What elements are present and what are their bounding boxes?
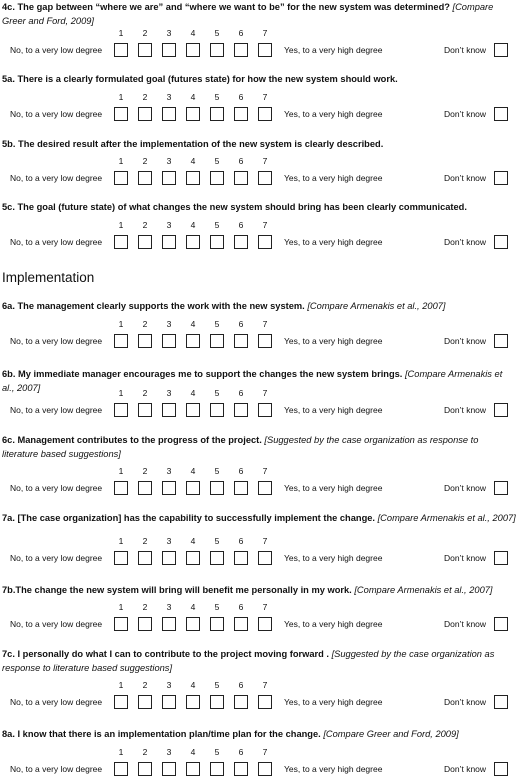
scale-number-5: 5 bbox=[214, 388, 220, 398]
dont-know-label: Don’t know bbox=[444, 483, 487, 493]
dont-know-label: Don’t know bbox=[444, 697, 487, 707]
rating-checkbox-1[interactable] bbox=[114, 551, 128, 565]
rating-checkbox-6[interactable] bbox=[234, 762, 248, 776]
rating-checkbox-2[interactable] bbox=[138, 617, 152, 631]
scale-number-1: 1 bbox=[118, 388, 124, 398]
rating-checkbox-7[interactable] bbox=[258, 481, 272, 495]
rating-checkbox-7[interactable] bbox=[258, 334, 272, 348]
question-statement: 6a. The management clearly supports the work with the new system. bbox=[2, 301, 305, 311]
rating-checkbox-4[interactable] bbox=[186, 481, 200, 495]
question-5c bbox=[0, 200, 520, 254]
question-reference: [Compare Armenakis et al., 2007] bbox=[375, 513, 516, 523]
dont-know-checkbox[interactable] bbox=[494, 334, 508, 348]
rating-checkbox-7[interactable] bbox=[258, 762, 272, 776]
rating-checkbox-1[interactable] bbox=[114, 235, 128, 249]
dont-know-label: Don’t know bbox=[444, 45, 487, 55]
scale-number-1: 1 bbox=[118, 747, 124, 757]
scale-high-label: Yes, to a very high degree bbox=[284, 483, 383, 493]
rating-checkbox-5[interactable] bbox=[210, 107, 224, 121]
rating-checkbox-2[interactable] bbox=[138, 403, 152, 417]
scale-number-6: 6 bbox=[238, 747, 244, 757]
scale-number-5: 5 bbox=[214, 680, 220, 690]
rating-checkbox-6[interactable] bbox=[234, 235, 248, 249]
scale-number-4: 4 bbox=[190, 602, 196, 612]
question-text bbox=[2, 433, 516, 461]
rating-checkbox-5[interactable] bbox=[210, 762, 224, 776]
scale-number-5: 5 bbox=[214, 220, 220, 230]
scale-low-label: No, to a very low degree bbox=[10, 697, 103, 707]
question-statement: 5c. The goal (future state) of what changes the new system should bring has been clearly communicated. bbox=[2, 202, 467, 212]
rating-checkbox-2[interactable] bbox=[138, 481, 152, 495]
rating-checkbox-6[interactable] bbox=[234, 551, 248, 565]
question-reference: [Suggested by the case organization as response to literature based suggestions] bbox=[2, 649, 495, 673]
rating-checkbox-1[interactable] bbox=[114, 107, 128, 121]
scale-number-6: 6 bbox=[238, 220, 244, 230]
scale-number-6: 6 bbox=[238, 319, 244, 329]
scale-number-3: 3 bbox=[166, 156, 172, 166]
question-reference: [Compare Armenakis et al., 2007] bbox=[304, 301, 446, 311]
rating-checkbox-4[interactable] bbox=[186, 695, 200, 709]
rating-checkbox-4[interactable] bbox=[186, 617, 200, 631]
scale-number-3: 3 bbox=[166, 28, 172, 38]
scale-high-label: Yes, to a very high degree bbox=[284, 764, 383, 774]
question-reference: [Compare Armenakis et al., 2007] bbox=[2, 369, 503, 393]
scale-number-2: 2 bbox=[142, 28, 148, 38]
rating-checkbox-6[interactable] bbox=[234, 481, 248, 495]
rating-checkbox-2[interactable] bbox=[138, 107, 152, 121]
scale-number-6: 6 bbox=[238, 156, 244, 166]
rating-checkbox-5[interactable] bbox=[210, 403, 224, 417]
rating-checkbox-6[interactable] bbox=[234, 107, 248, 121]
scale-number-2: 2 bbox=[142, 220, 148, 230]
rating-checkbox-3[interactable] bbox=[162, 403, 176, 417]
question-reference: [Compare Armenakis et al., 2007] bbox=[351, 585, 493, 595]
scale-number-2: 2 bbox=[142, 92, 148, 102]
scale-low-label: No, to a very low degree bbox=[10, 764, 103, 774]
rating-checkbox-5[interactable] bbox=[210, 171, 224, 185]
scale-number-3: 3 bbox=[166, 220, 172, 230]
rating-scale bbox=[0, 602, 520, 636]
dont-know-checkbox[interactable] bbox=[494, 235, 508, 249]
scale-number-4: 4 bbox=[190, 156, 196, 166]
scale-number-1: 1 bbox=[118, 156, 124, 166]
rating-checkbox-7[interactable] bbox=[258, 551, 272, 565]
dont-know-checkbox[interactable] bbox=[494, 107, 508, 121]
scale-high-label: Yes, to a very high degree bbox=[284, 237, 383, 247]
scale-number-3: 3 bbox=[166, 747, 172, 757]
rating-checkbox-2[interactable] bbox=[138, 235, 152, 249]
dont-know-checkbox[interactable] bbox=[494, 403, 508, 417]
scale-number-6: 6 bbox=[238, 92, 244, 102]
rating-checkbox-7[interactable] bbox=[258, 43, 272, 57]
scale-low-label: No, to a very low degree bbox=[10, 619, 103, 629]
scale-number-2: 2 bbox=[142, 156, 148, 166]
rating-checkbox-4[interactable] bbox=[186, 107, 200, 121]
scale-number-7: 7 bbox=[262, 536, 268, 546]
scale-number-5: 5 bbox=[214, 28, 220, 38]
rating-checkbox-3[interactable] bbox=[162, 171, 176, 185]
dont-know-label: Don’t know bbox=[444, 553, 487, 563]
scale-number-4: 4 bbox=[190, 680, 196, 690]
question-8a bbox=[0, 727, 520, 781]
rating-checkbox-6[interactable] bbox=[234, 403, 248, 417]
scale-number-4: 4 bbox=[190, 388, 196, 398]
dont-know-checkbox[interactable] bbox=[494, 762, 508, 776]
question-statement: 7c. I personally do what I can to contribute to the project moving forward . bbox=[2, 649, 329, 659]
question-7a bbox=[0, 511, 520, 570]
rating-scale bbox=[0, 28, 520, 62]
rating-checkbox-7[interactable] bbox=[258, 695, 272, 709]
rating-checkbox-6[interactable] bbox=[234, 43, 248, 57]
scale-number-7: 7 bbox=[262, 466, 268, 476]
rating-checkbox-4[interactable] bbox=[186, 171, 200, 185]
question-reference: [Compare Greer and Ford, 2009] bbox=[2, 2, 494, 26]
scale-number-1: 1 bbox=[118, 28, 124, 38]
rating-checkbox-7[interactable] bbox=[258, 235, 272, 249]
scale-number-1: 1 bbox=[118, 536, 124, 546]
dont-know-checkbox[interactable] bbox=[494, 481, 508, 495]
rating-checkbox-3[interactable] bbox=[162, 107, 176, 121]
scale-number-6: 6 bbox=[238, 28, 244, 38]
question-statement: 4c. The gap between “where we are” and “where we want to be” for the new system was determined? bbox=[2, 2, 450, 12]
dont-know-checkbox[interactable] bbox=[494, 617, 508, 631]
scale-high-label: Yes, to a very high degree bbox=[284, 45, 383, 55]
scale-low-label: No, to a very low degree bbox=[10, 45, 103, 55]
scale-number-1: 1 bbox=[118, 220, 124, 230]
scale-number-3: 3 bbox=[166, 602, 172, 612]
rating-scale bbox=[0, 747, 520, 781]
scale-high-label: Yes, to a very high degree bbox=[284, 405, 383, 415]
question-6b bbox=[0, 367, 520, 422]
question-statement: 6c. Management contributes to the progress of the project. bbox=[2, 435, 262, 445]
question-text bbox=[2, 511, 516, 525]
dont-know-checkbox[interactable] bbox=[494, 171, 508, 185]
rating-checkbox-3[interactable] bbox=[162, 551, 176, 565]
question-6c bbox=[0, 433, 520, 500]
rating-checkbox-6[interactable] bbox=[234, 171, 248, 185]
scale-low-label: No, to a very low degree bbox=[10, 405, 103, 415]
scale-number-3: 3 bbox=[166, 680, 172, 690]
scale-number-1: 1 bbox=[118, 319, 124, 329]
scale-number-3: 3 bbox=[166, 92, 172, 102]
rating-checkbox-5[interactable] bbox=[210, 235, 224, 249]
scale-number-2: 2 bbox=[142, 602, 148, 612]
scale-number-6: 6 bbox=[238, 680, 244, 690]
scale-number-5: 5 bbox=[214, 602, 220, 612]
dont-know-checkbox[interactable] bbox=[494, 551, 508, 565]
dont-know-label: Don’t know bbox=[444, 764, 487, 774]
scale-number-5: 5 bbox=[214, 92, 220, 102]
rating-checkbox-1[interactable] bbox=[114, 695, 128, 709]
rating-checkbox-1[interactable] bbox=[114, 762, 128, 776]
rating-checkbox-2[interactable] bbox=[138, 171, 152, 185]
rating-checkbox-7[interactable] bbox=[258, 107, 272, 121]
question-text bbox=[2, 72, 516, 86]
question-text bbox=[2, 137, 516, 151]
dont-know-label: Don’t know bbox=[444, 173, 487, 183]
scale-number-3: 3 bbox=[166, 319, 172, 329]
scale-number-5: 5 bbox=[214, 466, 220, 476]
rating-checkbox-3[interactable] bbox=[162, 235, 176, 249]
scale-number-2: 2 bbox=[142, 466, 148, 476]
dont-know-label: Don’t know bbox=[444, 405, 487, 415]
scale-number-2: 2 bbox=[142, 319, 148, 329]
scale-number-7: 7 bbox=[262, 680, 268, 690]
question-statement: 6b. My immediate manager encourages me to support the changes the new system brings. bbox=[2, 369, 403, 379]
question-statement: 5b. The desired result after the implementation of the new system is clearly described. bbox=[2, 139, 384, 149]
question-statement: 5a. There is a clearly formulated goal (futures state) for how the new system should work. bbox=[2, 74, 398, 84]
dont-know-label: Don’t know bbox=[444, 109, 487, 119]
scale-number-6: 6 bbox=[238, 466, 244, 476]
scale-number-4: 4 bbox=[190, 319, 196, 329]
dont-know-checkbox[interactable] bbox=[494, 43, 508, 57]
dont-know-label: Don’t know bbox=[444, 619, 487, 629]
scale-number-4: 4 bbox=[190, 536, 196, 546]
rating-checkbox-1[interactable] bbox=[114, 481, 128, 495]
rating-scale bbox=[0, 466, 520, 500]
dont-know-label: Don’t know bbox=[444, 237, 487, 247]
rating-checkbox-2[interactable] bbox=[138, 43, 152, 57]
rating-checkbox-1[interactable] bbox=[114, 403, 128, 417]
scale-number-2: 2 bbox=[142, 388, 148, 398]
rating-checkbox-1[interactable] bbox=[114, 334, 128, 348]
scale-number-4: 4 bbox=[190, 92, 196, 102]
rating-checkbox-4[interactable] bbox=[186, 43, 200, 57]
scale-number-3: 3 bbox=[166, 388, 172, 398]
rating-checkbox-4[interactable] bbox=[186, 403, 200, 417]
rating-scale bbox=[0, 536, 520, 570]
scale-number-1: 1 bbox=[118, 92, 124, 102]
rating-checkbox-5[interactable] bbox=[210, 334, 224, 348]
scale-number-2: 2 bbox=[142, 747, 148, 757]
rating-scale bbox=[0, 680, 520, 714]
scale-number-1: 1 bbox=[118, 602, 124, 612]
question-reference: [Compare Greer and Ford, 2009] bbox=[320, 729, 459, 739]
scale-number-3: 3 bbox=[166, 466, 172, 476]
scale-number-6: 6 bbox=[238, 602, 244, 612]
rating-checkbox-4[interactable] bbox=[186, 762, 200, 776]
scale-number-2: 2 bbox=[142, 680, 148, 690]
rating-scale bbox=[0, 220, 520, 254]
rating-checkbox-3[interactable] bbox=[162, 43, 176, 57]
question-7b bbox=[0, 583, 520, 636]
question-5b bbox=[0, 137, 520, 190]
rating-checkbox-1[interactable] bbox=[114, 617, 128, 631]
scale-low-label: No, to a very low degree bbox=[10, 173, 103, 183]
scale-number-4: 4 bbox=[190, 220, 196, 230]
scale-number-4: 4 bbox=[190, 747, 196, 757]
rating-checkbox-2[interactable] bbox=[138, 695, 152, 709]
question-5a bbox=[0, 72, 520, 126]
question-text bbox=[2, 727, 516, 741]
scale-high-label: Yes, to a very high degree bbox=[284, 173, 383, 183]
scale-number-5: 5 bbox=[214, 319, 220, 329]
scale-number-7: 7 bbox=[262, 220, 268, 230]
rating-checkbox-6[interactable] bbox=[234, 334, 248, 348]
scale-low-label: No, to a very low degree bbox=[10, 109, 103, 119]
scale-low-label: No, to a very low degree bbox=[10, 483, 103, 493]
rating-checkbox-4[interactable] bbox=[186, 334, 200, 348]
rating-checkbox-2[interactable] bbox=[138, 762, 152, 776]
scale-number-4: 4 bbox=[190, 28, 196, 38]
scale-number-7: 7 bbox=[262, 319, 268, 329]
rating-checkbox-5[interactable] bbox=[210, 481, 224, 495]
scale-number-5: 5 bbox=[214, 747, 220, 757]
section-heading-implementation: Implementation bbox=[2, 270, 95, 285]
dont-know-label: Don’t know bbox=[444, 336, 487, 346]
rating-checkbox-5[interactable] bbox=[210, 43, 224, 57]
question-reference: [Suggested by the case organization as response to literature based suggestions] bbox=[2, 435, 479, 459]
rating-checkbox-5[interactable] bbox=[210, 695, 224, 709]
question-text bbox=[2, 200, 516, 214]
rating-checkbox-3[interactable] bbox=[162, 334, 176, 348]
question-text bbox=[2, 647, 516, 675]
scale-low-label: No, to a very low degree bbox=[10, 553, 103, 563]
scale-number-6: 6 bbox=[238, 388, 244, 398]
rating-checkbox-5[interactable] bbox=[210, 617, 224, 631]
question-6a bbox=[0, 299, 520, 353]
question-statement: 8a. I know that there is an implementation plan/time plan for the change. bbox=[2, 729, 321, 739]
rating-scale bbox=[0, 92, 520, 126]
scale-high-label: Yes, to a very high degree bbox=[284, 697, 383, 707]
scale-high-label: Yes, to a very high degree bbox=[284, 553, 383, 563]
rating-checkbox-2[interactable] bbox=[138, 334, 152, 348]
rating-checkbox-3[interactable] bbox=[162, 762, 176, 776]
rating-checkbox-7[interactable] bbox=[258, 403, 272, 417]
rating-checkbox-1[interactable] bbox=[114, 43, 128, 57]
scale-number-5: 5 bbox=[214, 536, 220, 546]
question-7c bbox=[0, 647, 520, 714]
scale-low-label: No, to a very low degree bbox=[10, 336, 103, 346]
rating-checkbox-5[interactable] bbox=[210, 551, 224, 565]
rating-checkbox-3[interactable] bbox=[162, 695, 176, 709]
scale-number-7: 7 bbox=[262, 156, 268, 166]
question-text bbox=[2, 0, 516, 28]
rating-checkbox-6[interactable] bbox=[234, 617, 248, 631]
rating-scale bbox=[0, 319, 520, 353]
rating-checkbox-3[interactable] bbox=[162, 481, 176, 495]
scale-number-7: 7 bbox=[262, 388, 268, 398]
scale-number-1: 1 bbox=[118, 680, 124, 690]
rating-checkbox-6[interactable] bbox=[234, 695, 248, 709]
scale-number-1: 1 bbox=[118, 466, 124, 476]
rating-checkbox-7[interactable] bbox=[258, 171, 272, 185]
scale-number-3: 3 bbox=[166, 536, 172, 546]
question-statement: 7a. [The case organization] has the capability to successfully implement the change. bbox=[2, 513, 376, 523]
dont-know-checkbox[interactable] bbox=[494, 695, 508, 709]
scale-number-7: 7 bbox=[262, 92, 268, 102]
scale-number-7: 7 bbox=[262, 747, 268, 757]
scale-high-label: Yes, to a very high degree bbox=[284, 109, 383, 119]
rating-checkbox-4[interactable] bbox=[186, 235, 200, 249]
scale-high-label: Yes, to a very high degree bbox=[284, 336, 383, 346]
rating-scale bbox=[0, 388, 520, 422]
scale-number-2: 2 bbox=[142, 536, 148, 546]
scale-number-6: 6 bbox=[238, 536, 244, 546]
rating-checkbox-3[interactable] bbox=[162, 617, 176, 631]
scale-number-7: 7 bbox=[262, 28, 268, 38]
question-text bbox=[2, 299, 516, 313]
rating-checkbox-7[interactable] bbox=[258, 617, 272, 631]
rating-checkbox-4[interactable] bbox=[186, 551, 200, 565]
scale-high-label: Yes, to a very high degree bbox=[284, 619, 383, 629]
rating-checkbox-2[interactable] bbox=[138, 551, 152, 565]
scale-number-5: 5 bbox=[214, 156, 220, 166]
question-statement: 7b.The change the new system will bring will benefit me personally in my work. bbox=[2, 585, 352, 595]
scale-number-4: 4 bbox=[190, 466, 196, 476]
scale-number-7: 7 bbox=[262, 602, 268, 612]
question-text bbox=[2, 583, 516, 597]
rating-checkbox-1[interactable] bbox=[114, 171, 128, 185]
scale-low-label: No, to a very low degree bbox=[10, 237, 103, 247]
question-4c bbox=[0, 0, 520, 62]
rating-scale bbox=[0, 156, 520, 190]
